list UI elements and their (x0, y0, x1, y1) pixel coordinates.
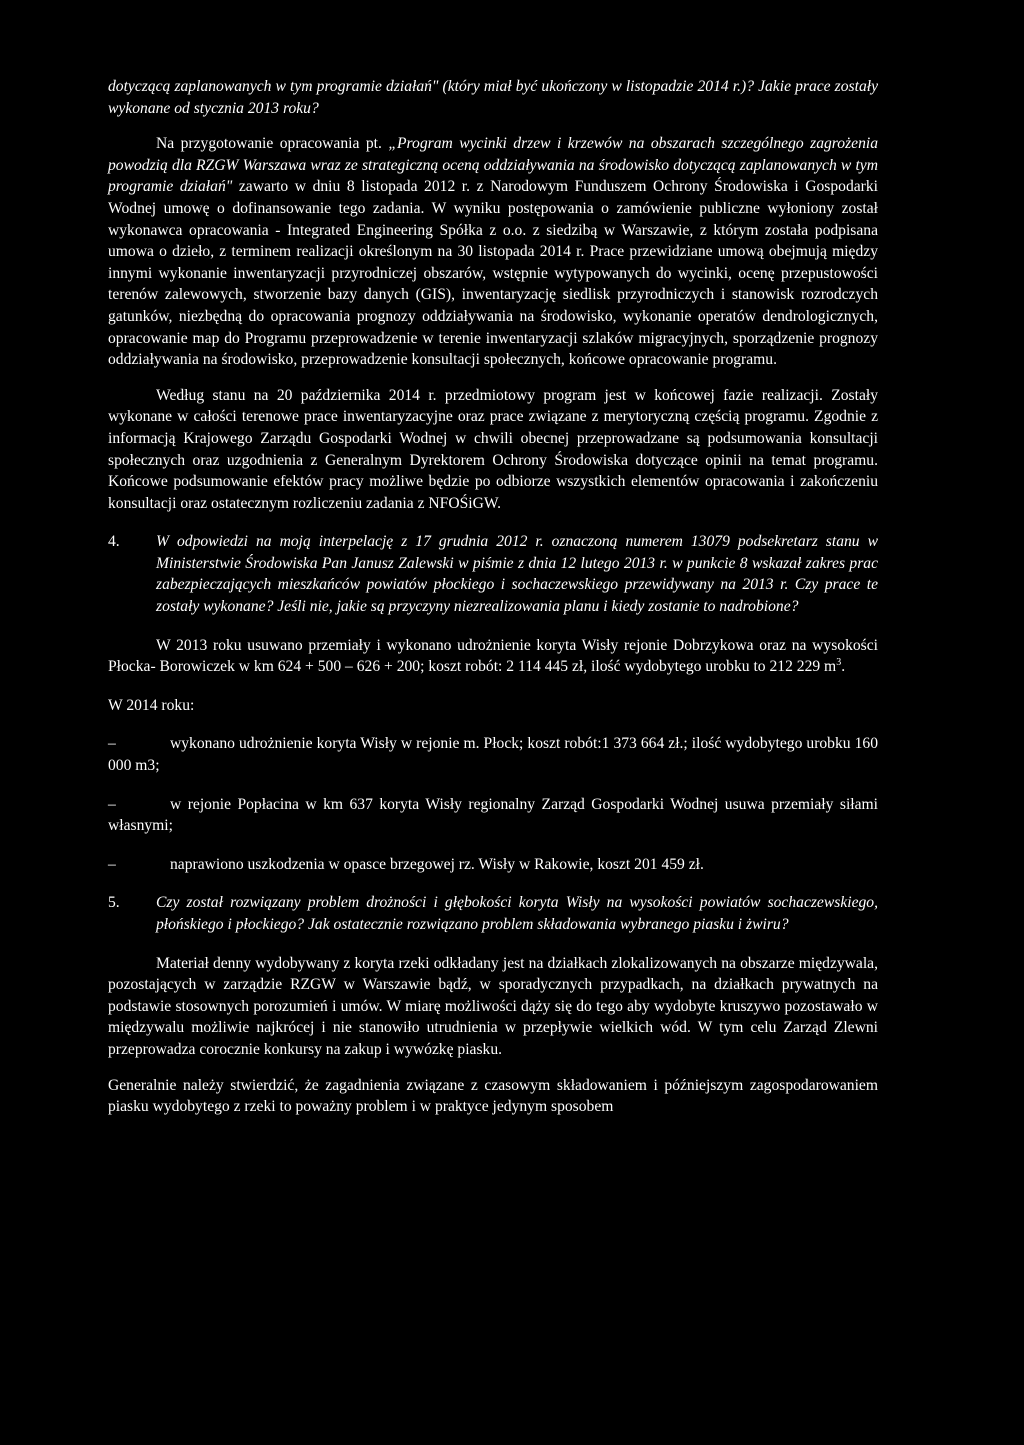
answer-3-lead: Na przygotowanie opracowania pt. (156, 135, 389, 153)
answer-4-end: . (841, 658, 846, 676)
bullet-text-3: naprawiono uszkodzenia w opasce brzegowej rz. Wisły w Rakowie, koszt 201 459 zł. (170, 855, 704, 873)
status-paragraph: Według stanu na 20 października 2014 r. przedmiotowy program jest w końcowej fazie realizacji. Zostały wykonane w całości terenowe prace inwentaryzacyjne oraz prace związane z merytoryczną częścią programu. Zgodnie z informacją Krajowego Zarządu Gospodarki Wodnej w chwili obecnej przeprowadzane są podsumowania konsultacji społecznych oraz uzgodnienia z Generalnym Dyrektorem Ochrony Środowiska dotyczące opinii na temat programu. Końcowe podsumowanie efektów pracy możliwe będzie po odbiorze wszystkich elementów opracowania i zakończeniu konsultacji oraz ostatecznym rozliczeniu zadania z NFOŚiGW. (108, 386, 878, 512)
dash-marker: – (108, 735, 116, 753)
answer-4-text: W 2013 roku usuwano przemiały i wykonano udrożnienie koryta Wisły rejonie Dobrzykowa oraz na wysokości Płocka- Borowiczek w km 624 + 500 – 626 + 200; koszt robót: 2 114 445 zł, ilość wydobytego urobku to 212 229 m (108, 636, 878, 676)
answer-5-paragraph-1: Materiał denny wydobywany z koryta rzeki odkładany jest na działkach zlokalizowanych na obszarze międzywala, pozostających w zarządzie RZGW w Warszawie bądź, w sporadycznych przypadkach, na działkach prywatnych na podstawie stosownych porozumień i umów. W miarę możliwości dąży się do tego aby wydobyte kruszywo pozostawało w międzywalu możliwie najkrócej i nie stanowiło utrudnienia w przepływie wielkich wód. W tym celu Zarząd Zlewni przeprowadza corocznie konkursy na zakup i wywózkę piasku. (108, 954, 878, 1058)
dash-marker: – (108, 855, 116, 873)
bullet-text-2: w rejonie Popłacina w km 637 koryta Wisły regionalny Zarząd Gospodarki Wodnej usuwa przemiały siłami własnymi; (108, 795, 878, 835)
year-2014-label: W 2014 roku: (108, 696, 195, 714)
answer-5-paragraph-2: Generalnie należy stwierdzić, że zagadnienia związane z czasowym składowaniem i późniejszym zagospodarowaniem piasku wydobytego z rzeki to poważny problem i w praktyce jedynym sposobem (108, 1076, 878, 1116)
answer-3-body: zawarto w dniu 8 listopada 2012 r. z Narodowym Funduszem Ochrony Środowiska i Gospodarki Wodnej umowę o dofinansowanie tego zadania. W wyniku postępowania o zamówienie publiczne wyłoniony został wykonawca opracowania - Integrated Engineering Spółka z o.o. z siedzibą w Warszawie, z którym została podpisana umowa o dzieło, z terminem realizacji określonym na 30 listopada 2014 r. Prace przewidziane umową obejmują między innymi wykonanie inwentaryzacji przyrodniczej obszarów, wstępnie wytypowanych do wycinki, ocenę przepustowości terenów zalewowych, stworzenie bazy danych (GIS), inwentaryzację siedlisk przyrodniczych i stanowisk rozrodczych gatunków, niezbędną do opracowania prognozy oddziaływania na środowisko, wykonanie operatów dendrologicznych, opracowanie map do Programu przeprowadzenie w terenie inwentaryzacji szlaków migracyjnych, sporządzenie prognozy oddziaływania na środowisko, przeprowadzenie konsultacji społecznych, końcowe opracowanie programu. (108, 178, 878, 369)
bullet-item-1 (108, 733, 878, 776)
question-3-continuation: dotyczącą zaplanowanych w tym programie działań" (który miał być ukończony w listopadzie 2014 r.)? Jakie prace zostały wykonane od stycznia 2013 roku? (108, 78, 878, 117)
document-page (108, 76, 878, 1118)
question-4 (108, 531, 878, 617)
question-5-number: 5. (108, 894, 120, 912)
bullet-text-1: wykonano udrożnienie koryta Wisły w rejonie m. Płock; koszt robót:1 373 664 zł.; ilość wydobytego urobku 160 000 m3; (108, 735, 878, 775)
question-4-text: W odpowiedzi na moją interpelację z 17 grudnia 2012 r. oznaczoną numerem 13079 podsekretarz stanu w Ministerstwie Środowiska Pan Janusz Zalewski w piśmie z dnia 12 lutego 2013 r. w punkcie 8 wskazał zakres prac zabezpieczających mieszkańców powiatów płockiego i sochaczewskiego przewidywany na 2013 r. Czy prace te zostały wykonane? Jeśli nie, jakie są przyczyny niezrealizowania planu i kiedy zostanie to nadrobione? (156, 533, 878, 616)
dash-marker: – (108, 795, 116, 813)
bullet-item-2 (108, 794, 878, 837)
cubic-superscript: 3 (836, 657, 842, 669)
bullet-item-3 (108, 854, 878, 876)
program-title: „Program wycinki drzew i krzewów na obszarach szczególnego zagrożenia powodzią dla RZGW Warszawa wraz ze strategiczną oceną oddziaływania na środowisko dotyczącą zaplanowanych w tym programie działań" (108, 135, 878, 196)
question-5 (108, 892, 878, 935)
question-4-number: 4. (108, 533, 120, 551)
answer-4-paragraph (108, 635, 878, 678)
question-5-text: Czy został rozwiązany problem drożności i głębokości koryta Wisły na wysokości powiatów sochaczewskiego, płońskiego i płockiego? Jak ostatecznie rozwiązano problem składowania wybranego piasku i żwiru? (156, 894, 878, 933)
answer-3-paragraph (108, 133, 878, 371)
